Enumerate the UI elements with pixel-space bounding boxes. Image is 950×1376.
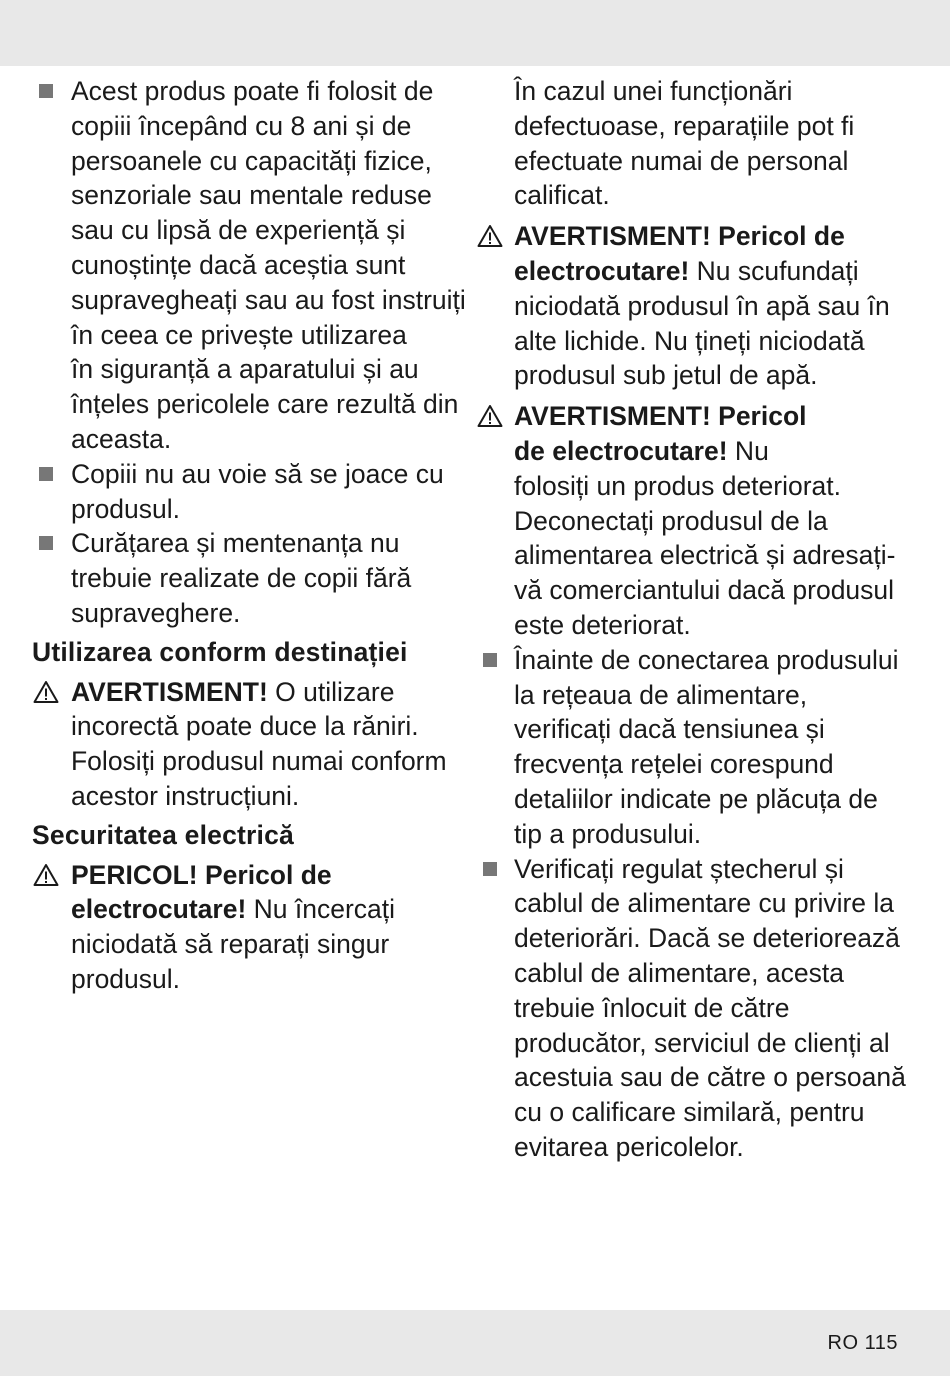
warning-triangle-icon [33, 680, 59, 704]
text-line: cablul de alimentare cu privire la [514, 888, 895, 919]
warning-label: AVERTISMENT! [71, 676, 268, 707]
text-line: deteriorări. Dacă se deteriorează [514, 923, 900, 954]
text-line: este deteriorat. [514, 609, 691, 640]
text-line: niciodată produsul în apă sau în [514, 290, 890, 321]
text-line: sau cu lipsă de experiență și [71, 215, 406, 246]
warning-label: AVERTISMENT! Pericol de [514, 221, 845, 252]
text-line: cunoștințe dacă aceștia sunt [71, 249, 406, 280]
warning-incorrect-use [32, 675, 457, 814]
text-line: copiii începând cu 8 ani și de [71, 110, 412, 141]
text-line: cablul de alimentare, acesta [514, 957, 844, 988]
text-line: supravegheați sau au fost instruiți [71, 284, 466, 315]
text-line: verificați dacă tensiunea și [514, 714, 825, 745]
text-line: defectuoase, reparațiile pot fi [514, 110, 855, 141]
continuation-text [476, 74, 906, 213]
text-line: acestor instrucțiuni. [71, 780, 300, 811]
warning-label: AVERTISMENT! Pericol [514, 401, 807, 432]
text-line: la rețeaua de alimentare, [514, 679, 808, 710]
text-line: alimentarea electrică și adresați- [514, 540, 896, 571]
text-line: Folosiți produsul numai conform [71, 746, 447, 777]
text-line: supraveghere. [71, 597, 241, 628]
text-line: Nu încercați [246, 894, 396, 925]
text-line: O utilizare [267, 676, 395, 707]
text-line: vă comerciantului dacă produsul [514, 575, 895, 606]
square-bullet-icon [39, 536, 53, 550]
warning-label: de electrocutare! [514, 435, 728, 466]
header-band [0, 0, 950, 66]
text-line: Copiii nu au voie să se joace cu [71, 458, 444, 489]
danger-label: PERICOL! Pericol de [71, 859, 332, 890]
text-line: Nu [727, 435, 769, 466]
list-item-cleaning [32, 526, 457, 630]
footer-band [0, 1310, 950, 1376]
text-line: produsul. [71, 493, 181, 524]
text-line: evitarea pericolelor. [514, 1131, 744, 1162]
text-line: trebuie înlocuit de către [514, 992, 790, 1023]
text-line: cu o calificare similară, pentru [514, 1097, 865, 1128]
text-line: în ceea ce privește utilizarea [71, 319, 407, 350]
warning-triangle-icon [477, 224, 503, 248]
section-heading-intended-use: Utilizarea conform destinației [32, 636, 408, 667]
text-line: Înainte de conectarea produsului [514, 644, 899, 675]
text-line: Deconectați produsul de la [514, 505, 828, 536]
text-line: Curățarea și mentenanța nu [71, 528, 400, 559]
list-item-children-supervision [32, 74, 466, 457]
warning-triangle-icon [33, 863, 59, 887]
warning-label: electrocutare! [514, 255, 690, 286]
left-column [32, 74, 466, 997]
text-line: înțeles pericolele care rezultă din [71, 389, 459, 420]
text-line: În cazul unei funcționări [514, 76, 793, 106]
square-bullet-icon [39, 467, 53, 481]
text-line: acestuia sau de către o persoană [514, 1062, 906, 1093]
text-line: aceasta. [71, 423, 172, 454]
square-bullet-icon [483, 862, 497, 876]
danger-electrocution-repair [32, 858, 457, 997]
list-item-cable-check [476, 852, 906, 1165]
text-line: calificat. [514, 180, 610, 211]
right-column [476, 74, 906, 1165]
text-line: Verificați regulat ștecherul și [514, 853, 844, 884]
page-number: RO 115 [827, 1332, 898, 1354]
danger-label: electrocutare! [71, 894, 247, 925]
warning-immersion [476, 219, 906, 393]
text-line: detaliilor indicate pe plăcuța de [514, 783, 878, 814]
text-line: niciodată să reparați singur [71, 929, 390, 960]
square-bullet-icon [39, 84, 53, 98]
text-line: Acest produs poate fi folosit de [71, 76, 434, 106]
warning-triangle-icon [477, 404, 503, 428]
warning-damaged-product [476, 399, 906, 643]
text-line: trebuie realizate de copii fără [71, 563, 412, 594]
text-line: folosiți un produs deteriorat. [514, 470, 842, 501]
text-line: persoanele cu capacități fizice, [71, 145, 432, 176]
text-line: tip a produsului. [514, 818, 702, 849]
list-item-children-play [32, 457, 457, 527]
text-line: produsul. [71, 963, 181, 994]
text-line: produsul sub jetul de apă. [514, 360, 818, 391]
text-line: alte lichide. Nu țineți niciodată [514, 325, 865, 356]
list-item-mains-check [476, 643, 906, 852]
text-line: producător, serviciul de clienți al [514, 1027, 890, 1058]
text-line: efectuate numai de personal [514, 145, 849, 176]
section-heading-electrical-safety: Securitatea electrică [32, 819, 294, 850]
text-line: incorectă poate duce la răniri. [71, 711, 419, 742]
text-line: în siguranță a aparatului și au [71, 354, 419, 385]
square-bullet-icon [483, 653, 497, 667]
text-line: senzoriale sau mentale reduse [71, 180, 432, 211]
text-line: Nu scufundați [689, 255, 859, 286]
text-line: frecvența rețelei corespund [514, 749, 834, 780]
